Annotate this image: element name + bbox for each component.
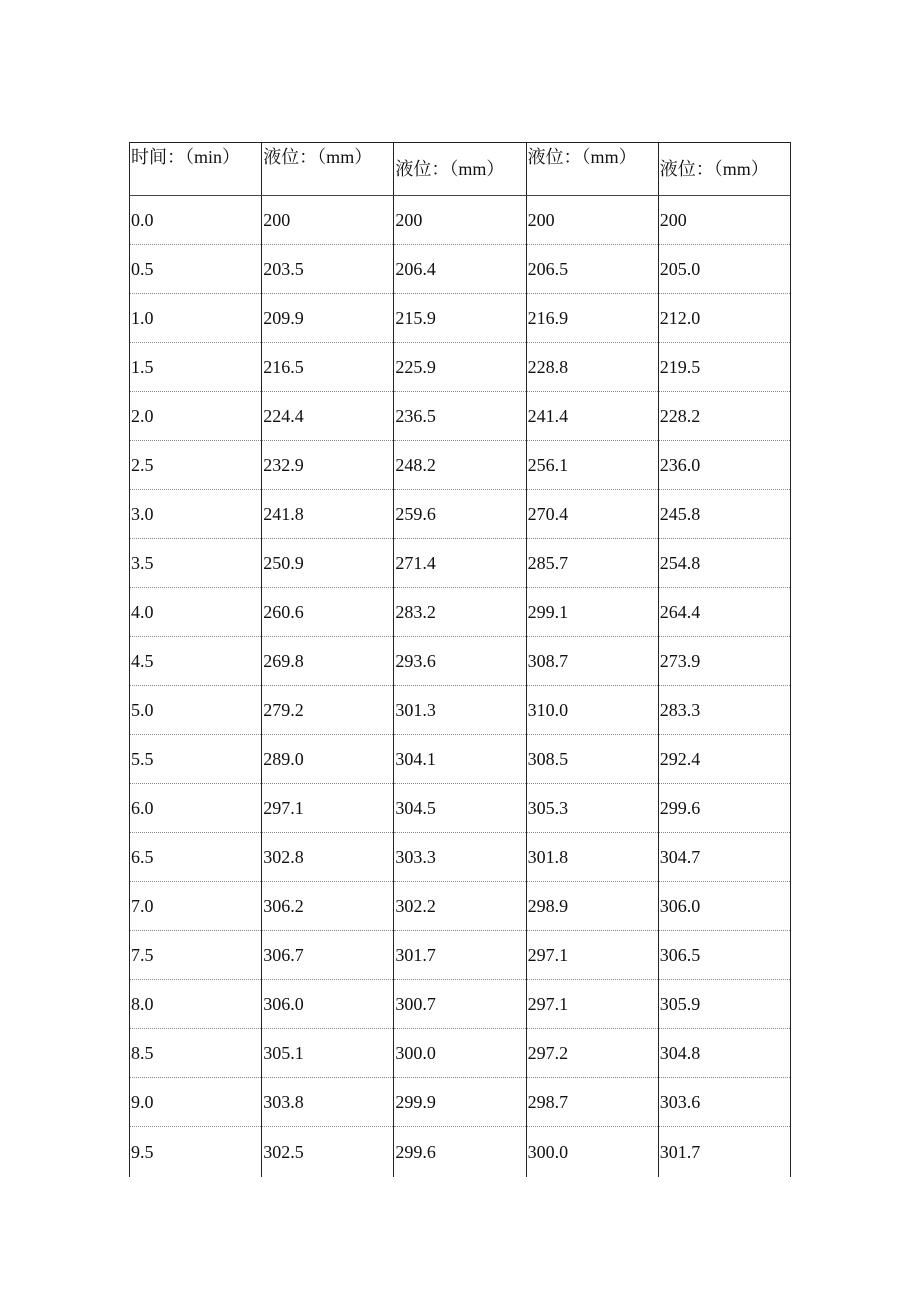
table-row	[130, 539, 791, 588]
cell-level-1: 232.9	[262, 441, 394, 490]
cell-level-2: 300.0	[394, 1029, 526, 1078]
cell-time: 9.0	[130, 1078, 262, 1127]
cell-level-4: 304.7	[658, 833, 790, 882]
cell-level-2: 300.7	[394, 980, 526, 1029]
cell-level-1: 224.4	[262, 392, 394, 441]
cell-level-4: 236.0	[658, 441, 790, 490]
cell-level-2: 236.5	[394, 392, 526, 441]
cell-time: 3.0	[130, 490, 262, 539]
cell-time: 2.5	[130, 441, 262, 490]
cell-level-3: 270.4	[526, 490, 658, 539]
cell-level-2: 304.1	[394, 735, 526, 784]
cell-time: 0.5	[130, 245, 262, 294]
cell-level-1: 269.8	[262, 637, 394, 686]
cell-time: 9.5	[130, 1127, 262, 1178]
cell-level-3: 305.3	[526, 784, 658, 833]
cell-level-1: 241.8	[262, 490, 394, 539]
cell-level-1: 279.2	[262, 686, 394, 735]
cell-level-4: 305.9	[658, 980, 790, 1029]
cell-level-4: 299.6	[658, 784, 790, 833]
table-row	[130, 931, 791, 980]
cell-level-4: 304.8	[658, 1029, 790, 1078]
cell-level-4: 200	[658, 196, 790, 245]
cell-level-1: 302.5	[262, 1127, 394, 1178]
header-level-4: 液位：（mm）	[658, 143, 790, 196]
cell-level-2: 259.6	[394, 490, 526, 539]
cell-level-3: 216.9	[526, 294, 658, 343]
table-row	[130, 196, 791, 245]
cell-level-4: 245.8	[658, 490, 790, 539]
cell-time: 8.5	[130, 1029, 262, 1078]
cell-level-2: 206.4	[394, 245, 526, 294]
cell-time: 8.0	[130, 980, 262, 1029]
cell-time: 5.0	[130, 686, 262, 735]
cell-time: 7.0	[130, 882, 262, 931]
cell-level-2: 200	[394, 196, 526, 245]
cell-level-4: 264.4	[658, 588, 790, 637]
header-time: 时间：（min）	[130, 143, 262, 196]
cell-level-1: 306.2	[262, 882, 394, 931]
cell-level-4: 254.8	[658, 539, 790, 588]
cell-level-3: 297.2	[526, 1029, 658, 1078]
table-row	[130, 588, 791, 637]
cell-level-1: 306.0	[262, 980, 394, 1029]
cell-level-4: 205.0	[658, 245, 790, 294]
cell-level-3: 241.4	[526, 392, 658, 441]
table-header	[130, 143, 791, 196]
table-row	[130, 1127, 791, 1178]
cell-level-3: 206.5	[526, 245, 658, 294]
cell-level-3: 298.9	[526, 882, 658, 931]
cell-level-3: 301.8	[526, 833, 658, 882]
cell-level-3: 308.7	[526, 637, 658, 686]
table-row	[130, 490, 791, 539]
cell-level-1: 260.6	[262, 588, 394, 637]
cell-time: 3.5	[130, 539, 262, 588]
cell-level-1: 250.9	[262, 539, 394, 588]
cell-level-1: 303.8	[262, 1078, 394, 1127]
table-row	[130, 343, 791, 392]
cell-time: 1.0	[130, 294, 262, 343]
cell-level-2: 299.9	[394, 1078, 526, 1127]
cell-level-3: 256.1	[526, 441, 658, 490]
cell-level-4: 212.0	[658, 294, 790, 343]
cell-level-4: 219.5	[658, 343, 790, 392]
cell-level-3: 200	[526, 196, 658, 245]
cell-level-3: 298.7	[526, 1078, 658, 1127]
cell-level-3: 228.8	[526, 343, 658, 392]
cell-time: 0.0	[130, 196, 262, 245]
cell-time: 4.5	[130, 637, 262, 686]
cell-level-2: 271.4	[394, 539, 526, 588]
cell-level-2: 283.2	[394, 588, 526, 637]
header-row	[130, 143, 791, 196]
cell-level-3: 300.0	[526, 1127, 658, 1178]
table-row	[130, 637, 791, 686]
cell-level-1: 305.1	[262, 1029, 394, 1078]
cell-level-3: 310.0	[526, 686, 658, 735]
cell-level-3: 308.5	[526, 735, 658, 784]
cell-level-2: 215.9	[394, 294, 526, 343]
cell-level-2: 302.2	[394, 882, 526, 931]
table-row	[130, 686, 791, 735]
table-row	[130, 294, 791, 343]
table-row	[130, 245, 791, 294]
cell-level-4: 303.6	[658, 1078, 790, 1127]
table-row	[130, 735, 791, 784]
cell-level-1: 306.7	[262, 931, 394, 980]
cell-level-3: 297.1	[526, 980, 658, 1029]
table-row	[130, 980, 791, 1029]
table-row	[130, 392, 791, 441]
cell-level-4: 301.7	[658, 1127, 790, 1178]
cell-level-3: 297.1	[526, 931, 658, 980]
cell-level-4: 306.0	[658, 882, 790, 931]
header-level-3: 液位：（mm）	[526, 143, 658, 196]
cell-time: 7.5	[130, 931, 262, 980]
table-row	[130, 784, 791, 833]
table-row	[130, 833, 791, 882]
cell-level-2: 248.2	[394, 441, 526, 490]
cell-level-1: 216.5	[262, 343, 394, 392]
header-level-1: 液位：（mm）	[262, 143, 394, 196]
table-row	[130, 882, 791, 931]
cell-time: 6.0	[130, 784, 262, 833]
cell-level-2: 304.5	[394, 784, 526, 833]
cell-level-1: 289.0	[262, 735, 394, 784]
liquid-level-table	[129, 142, 791, 1177]
cell-level-2: 299.6	[394, 1127, 526, 1178]
cell-level-2: 293.6	[394, 637, 526, 686]
cell-level-2: 301.7	[394, 931, 526, 980]
cell-level-4: 273.9	[658, 637, 790, 686]
cell-level-3: 299.1	[526, 588, 658, 637]
cell-level-1: 200	[262, 196, 394, 245]
cell-time: 2.0	[130, 392, 262, 441]
cell-level-1: 203.5	[262, 245, 394, 294]
cell-level-4: 306.5	[658, 931, 790, 980]
header-level-2: 液位：（mm）	[394, 143, 526, 196]
cell-level-2: 301.3	[394, 686, 526, 735]
cell-level-1: 297.1	[262, 784, 394, 833]
cell-time: 4.0	[130, 588, 262, 637]
table-row	[130, 1078, 791, 1127]
cell-level-1: 209.9	[262, 294, 394, 343]
table-body	[130, 196, 791, 1178]
table-row	[130, 441, 791, 490]
cell-level-4: 292.4	[658, 735, 790, 784]
cell-level-4: 283.3	[658, 686, 790, 735]
table-row	[130, 1029, 791, 1078]
cell-time: 1.5	[130, 343, 262, 392]
cell-level-2: 303.3	[394, 833, 526, 882]
cell-level-1: 302.8	[262, 833, 394, 882]
cell-time: 5.5	[130, 735, 262, 784]
cell-level-3: 285.7	[526, 539, 658, 588]
cell-level-2: 225.9	[394, 343, 526, 392]
cell-time: 6.5	[130, 833, 262, 882]
cell-level-4: 228.2	[658, 392, 790, 441]
